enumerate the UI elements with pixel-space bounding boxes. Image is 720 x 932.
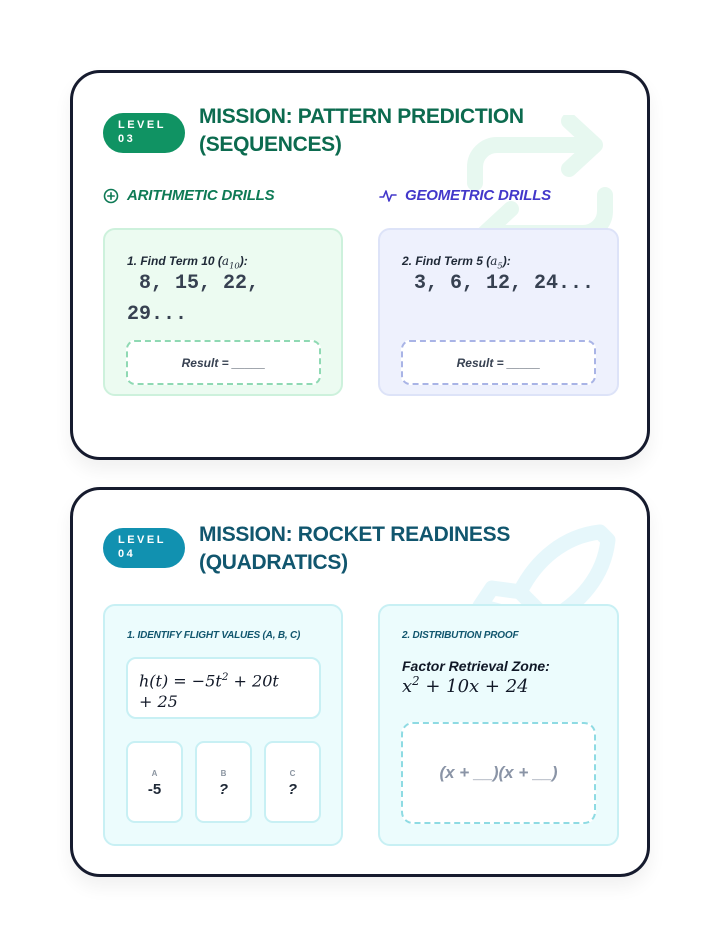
level-04-card <box>70 487 650 877</box>
coefficient-value: -5 <box>147 781 162 798</box>
level-badge-number: 04 <box>118 548 136 560</box>
arithmetic-drills-heading <box>103 187 274 204</box>
prompt-sub: 5 <box>497 260 503 271</box>
level-badge-number: 03 <box>118 133 136 145</box>
geometric-panel <box>378 228 619 396</box>
arithmetic-sequence: 8, 15, 22, 29... <box>127 272 272 326</box>
level-badge-label: LEVEL <box>118 119 166 131</box>
level-badge <box>103 528 185 568</box>
coefficient-a-box[interactable] <box>126 741 183 823</box>
eq-part: + 10x + 24 <box>419 676 529 697</box>
factor-answer-field[interactable]: (x + __)(x + __) <box>401 722 596 824</box>
coefficient-b-box[interactable] <box>195 741 252 823</box>
prompt-var: a <box>221 254 230 268</box>
prompt-text: 2. Find Term 5 ( <box>402 254 491 268</box>
coefficient-value: ? <box>218 781 229 798</box>
eq-exp: 2 <box>412 674 420 688</box>
mission-title: MISSION: PATTERN PREDICTION (SEQUENCES) <box>199 105 524 156</box>
factor-zone-label: Factor Retrieval Zone: <box>402 658 550 674</box>
plus-circle-icon <box>103 188 119 204</box>
coefficient-value: ? <box>287 781 298 798</box>
eq-part: x <box>402 676 413 697</box>
prompt-sub: 10 <box>229 260 240 271</box>
prompt-text: 1. Find Term 10 ( <box>127 254 222 268</box>
geometric-drills-heading <box>379 187 551 204</box>
coefficient-c-box[interactable] <box>264 741 321 823</box>
eq-part: + 20t <box>228 671 279 691</box>
eq-exp: 2 <box>221 671 229 683</box>
flight-values-panel <box>103 604 343 846</box>
geometric-result-field[interactable]: Result = _____ <box>401 340 596 385</box>
prompt-end: ): <box>239 254 248 268</box>
equation-line-2: + 25 <box>139 692 178 712</box>
arithmetic-result-field[interactable]: Result = _____ <box>126 340 321 385</box>
quadratic-expression <box>402 674 529 697</box>
flight-values-heading: 1. IDENTIFY FLIGHT VALUES (A, B, C) <box>127 630 301 641</box>
equation-line-1 <box>139 667 319 691</box>
arithmetic-drills-label: ARITHMETIC DRILLS <box>127 187 275 204</box>
coefficient-label: B <box>220 769 227 778</box>
level-badge-label: LEVEL <box>118 534 166 546</box>
level-03-card <box>70 70 650 460</box>
height-equation <box>126 657 321 719</box>
level-badge <box>103 113 185 153</box>
geometric-sequence: 3, 6, 12, 24... <box>402 272 595 295</box>
distribution-proof-heading: 2. DISTRIBUTION PROOF <box>402 630 519 641</box>
prompt-var: a <box>490 254 498 268</box>
prompt-end: ): <box>502 254 511 268</box>
coefficient-label: C <box>289 769 296 778</box>
coefficient-label: A <box>151 769 158 778</box>
arithmetic-panel <box>103 228 343 396</box>
pulse-icon <box>379 188 397 204</box>
eq-part: h(t) = −5t <box>139 671 222 691</box>
distribution-proof-panel <box>378 604 619 846</box>
geometric-drills-label: GEOMETRIC DRILLS <box>405 187 551 204</box>
mission-title: MISSION: ROCKET READINESS (QUADRATICS) <box>199 523 511 574</box>
